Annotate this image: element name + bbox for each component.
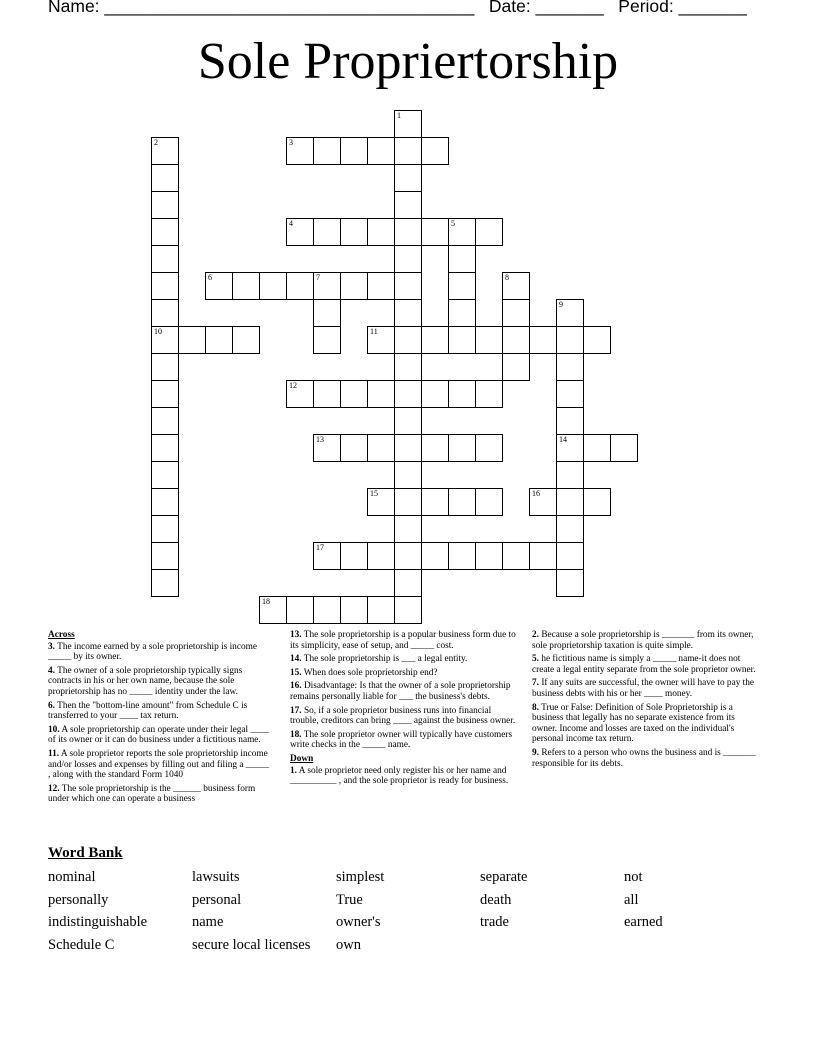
name-label: Name: [48, 0, 100, 16]
clue-down-9: 9. Refers to a person who owns the business and is _______ responsible for its debts. [532, 747, 756, 769]
crossword-cell[interactable] [448, 326, 476, 354]
word-bank-title: Word Bank [48, 845, 123, 861]
crossword-cell[interactable] [151, 461, 179, 489]
word-bank-item: lawsuits [192, 869, 240, 885]
crossword-cell[interactable] [151, 218, 179, 246]
crossword-cell[interactable] [313, 218, 341, 246]
word-bank-item: trade [480, 914, 509, 930]
crossword-cell[interactable] [448, 218, 476, 246]
period-blank[interactable]: _______ [678, 0, 747, 16]
crossword-cell[interactable] [151, 245, 179, 273]
crossword-cell[interactable] [367, 326, 395, 354]
crossword-cell[interactable] [421, 488, 449, 516]
cell-number: 8 [505, 273, 509, 282]
crossword-cell[interactable] [394, 137, 422, 165]
crossword-cell[interactable] [556, 407, 584, 435]
crossword-cell[interactable] [367, 488, 395, 516]
crossword-cell[interactable] [151, 326, 179, 354]
crossword-cell[interactable] [340, 380, 368, 408]
cell-number: 14 [559, 435, 567, 444]
word-bank-item: earned [624, 914, 663, 930]
across-heading: Across [48, 630, 75, 640]
crossword-cell[interactable] [394, 272, 422, 300]
crossword-cell[interactable] [583, 434, 611, 462]
crossword-cell[interactable] [448, 272, 476, 300]
crossword-cell[interactable] [151, 569, 179, 597]
crossword-cell[interactable] [151, 542, 179, 570]
crossword-cell[interactable] [151, 137, 179, 165]
cell-number: 7 [316, 273, 320, 282]
crossword-cell[interactable] [556, 488, 584, 516]
cell-number: 3 [289, 138, 293, 147]
crossword-cell[interactable] [394, 299, 422, 327]
crossword-cell[interactable] [394, 326, 422, 354]
clue-down-7: 7. If any suits are successful, the owner will have to pay the business debts with his or her ____ money. [532, 678, 755, 699]
crossword-cell[interactable] [313, 380, 341, 408]
clue-across-10: 10. A sole proprietorship can operate under their legal ____ of its owner or it can do business under a fictitious name. [48, 724, 270, 746]
crossword-cell[interactable] [313, 326, 341, 354]
crossword-cell[interactable] [394, 569, 422, 597]
date-blank[interactable]: _______ [535, 0, 604, 16]
crossword-cell[interactable] [340, 434, 368, 462]
crossword-cell[interactable] [178, 326, 206, 354]
crossword-cell[interactable] [394, 353, 422, 381]
page-title: Sole Propriertorship [197, 33, 619, 90]
crossword-cell[interactable] [448, 299, 476, 327]
crossword-cell[interactable] [286, 380, 314, 408]
word-bank-item: Schedule C [48, 936, 115, 953]
down-heading: Down [290, 753, 314, 764]
clue-across-14: 14. The sole proprietorship is ___ a legal entity. [290, 654, 468, 665]
crossword-cell[interactable] [367, 596, 395, 624]
crossword-cell[interactable] [475, 434, 503, 462]
clue-across-4: 4. The owner of a sole proprietorship typically signs contracts in his or her own name, because the sole proprietorship has no _____ identity under the law. [48, 665, 243, 697]
crossword-cell[interactable] [394, 110, 422, 138]
crossword-cell[interactable] [421, 218, 449, 246]
crossword-cell[interactable] [556, 542, 584, 570]
crossword-cell[interactable] [394, 434, 422, 462]
crossword-cell[interactable] [151, 515, 179, 543]
crossword-cell[interactable] [421, 326, 449, 354]
crossword-cell[interactable] [394, 407, 422, 435]
word-bank-item: own [336, 936, 361, 953]
word-bank-item: True [336, 891, 363, 908]
crossword-cell[interactable] [151, 164, 179, 192]
clue-across-6: 6. Then the "bottom-line amount" from Schedule C is transferred to your ____ tax return. [48, 700, 248, 722]
word-bank [48, 868, 788, 954]
crossword-cell[interactable] [529, 488, 557, 516]
word-bank-item: name [192, 914, 224, 930]
clue-across-16: 16. Disadvantage: Is that the owner of a sole proprietorship remains personally liable for ___ the business's debts. [290, 681, 511, 702]
word-bank-item: separate [480, 869, 528, 885]
word-bank-item: nominal [48, 869, 96, 885]
crossword-cell[interactable] [556, 569, 584, 597]
crossword-cell[interactable] [475, 218, 503, 246]
crossword-cell[interactable] [367, 137, 395, 165]
crossword-cell[interactable] [610, 434, 638, 462]
crossword-cell[interactable] [313, 434, 341, 462]
crossword-cell[interactable] [475, 326, 503, 354]
crossword-cell[interactable] [367, 434, 395, 462]
crossword-cell[interactable] [367, 380, 395, 408]
crossword-cell[interactable] [151, 272, 179, 300]
crossword-cell[interactable] [502, 326, 530, 354]
crossword-cell[interactable] [151, 353, 179, 381]
clues-column-1 [48, 630, 270, 808]
crossword-cell[interactable] [313, 542, 341, 570]
clue-down-5: 5. he fictitious name is simply a _____ name-it does not create a legal entity separate from the sole proprietor owner. [532, 654, 756, 675]
crossword-cell[interactable] [205, 326, 233, 354]
clue-across-18: 18. The sole proprietor owner will typically have customers write checks in the _____ name. [290, 729, 513, 751]
crossword-cell[interactable] [367, 218, 395, 246]
crossword-cell[interactable] [448, 380, 476, 408]
crossword-cell[interactable] [394, 164, 422, 192]
crossword-cell[interactable] [583, 488, 611, 516]
cell-number: 13 [316, 435, 324, 444]
crossword-cell[interactable] [394, 461, 422, 489]
crossword-cell[interactable] [502, 299, 530, 327]
crossword-cell[interactable] [475, 488, 503, 516]
crossword-cell[interactable] [502, 272, 530, 300]
word-bank-item: death [480, 891, 512, 908]
crossword-cell[interactable] [313, 137, 341, 165]
crossword-cell[interactable] [151, 488, 179, 516]
cell-number: 10 [154, 327, 162, 336]
cell-number: 5 [451, 219, 455, 228]
crossword-cell[interactable] [502, 353, 530, 381]
crossword-cell[interactable] [340, 596, 368, 624]
crossword-cell[interactable] [394, 245, 422, 273]
crossword-cell[interactable] [475, 380, 503, 408]
crossword-cell[interactable] [259, 596, 287, 624]
crossword-cell[interactable] [556, 434, 584, 462]
crossword-cell[interactable] [286, 596, 314, 624]
crossword-cell[interactable] [421, 542, 449, 570]
crossword-cell[interactable] [286, 272, 314, 300]
clue-down-2: 2. Because a sole proprietorship is _______ from its owner, sole proprietorship taxation is quite simple. [532, 630, 754, 651]
clues-column-3 [532, 630, 762, 772]
word-bank-item: indistinguishable [48, 914, 148, 930]
crossword-cell[interactable] [232, 326, 260, 354]
crossword-cell[interactable] [529, 326, 557, 354]
crossword-cell[interactable] [394, 596, 422, 624]
word-bank-item: secure local licenses [192, 936, 311, 953]
crossword-cell[interactable] [313, 299, 341, 327]
period-label: Period: [618, 0, 674, 16]
clue-across-11: 11. A sole proprietor reports the sole proprietorship income and/or losses and expenses by filling out and filing a _____ , along with the standard Form 1040 [48, 748, 270, 781]
crossword-cell[interactable] [151, 434, 179, 462]
crossword-cell[interactable] [367, 542, 395, 570]
crossword-cell[interactable] [394, 515, 422, 543]
clue-across-12: 12. The sole proprietorship is the ______ business form under which one can operate a business [48, 783, 256, 805]
crossword-cell[interactable] [151, 407, 179, 435]
crossword-cell[interactable] [556, 299, 584, 327]
crossword-cell[interactable] [448, 542, 476, 570]
crossword-cell[interactable] [205, 272, 233, 300]
crossword-cell[interactable] [151, 299, 179, 327]
crossword-cell[interactable] [583, 326, 611, 354]
crossword-cell[interactable] [421, 434, 449, 462]
crossword-cell[interactable] [394, 191, 422, 219]
crossword-cell[interactable] [340, 542, 368, 570]
cell-number: 6 [208, 273, 212, 282]
crossword-cell[interactable] [259, 272, 287, 300]
date-label: Date: [488, 0, 531, 16]
crossword-cell[interactable] [448, 434, 476, 462]
crossword-cell[interactable] [394, 380, 422, 408]
crossword-cell[interactable] [286, 218, 314, 246]
crossword-cell[interactable] [502, 542, 530, 570]
cell-number: 16 [532, 489, 540, 498]
crossword-cell[interactable] [529, 542, 557, 570]
crossword-cell[interactable] [421, 137, 449, 165]
crossword-cell[interactable] [556, 461, 584, 489]
crossword-cell[interactable] [313, 272, 341, 300]
clue-across-15: 15. When does sole proprietorship end? [290, 667, 438, 678]
cell-number: 4 [289, 219, 293, 228]
crossword-cell[interactable] [151, 380, 179, 408]
cell-number: 17 [316, 543, 324, 552]
cell-number: 15 [370, 489, 378, 498]
crossword-cell[interactable] [475, 542, 503, 570]
crossword-cell[interactable] [556, 326, 584, 354]
cell-number: 18 [262, 597, 270, 606]
clues-column-2 [290, 630, 518, 790]
cell-number: 9 [559, 300, 563, 309]
crossword-cell[interactable] [286, 137, 314, 165]
crossword-cell[interactable] [448, 488, 476, 516]
clue-across-13: 13. The sole proprietorship is a popular business form due to its simplicity, ease of setup, and _____ cost. [290, 630, 516, 651]
crossword-cell[interactable] [340, 137, 368, 165]
crossword-cell[interactable] [232, 272, 260, 300]
crossword-cell[interactable] [448, 245, 476, 273]
crossword-cell[interactable] [556, 353, 584, 381]
word-bank-item: personal [192, 891, 242, 908]
word-bank-item: not [624, 869, 643, 885]
crossword-cell[interactable] [340, 272, 368, 300]
crossword-cell[interactable] [394, 542, 422, 570]
word-bank-item: owner's [336, 914, 381, 930]
cell-number: 11 [370, 327, 378, 336]
cell-number: 12 [289, 381, 297, 390]
name-blank[interactable]: ______________________________________ [104, 0, 475, 16]
crossword-cell[interactable] [313, 596, 341, 624]
crossword-cell[interactable] [556, 380, 584, 408]
word-bank-item: simplest [336, 869, 385, 885]
cell-number: 2 [154, 138, 158, 147]
word-bank-item: all [624, 891, 639, 908]
clue-across-17: 17. So, if a sole proprietor business runs into financial trouble, creditors can bring ____ against the business owner. [290, 705, 516, 727]
cell-number: 1 [397, 111, 401, 120]
crossword-cell[interactable] [556, 515, 584, 543]
crossword-cell[interactable] [394, 488, 422, 516]
crossword-cell[interactable] [340, 218, 368, 246]
clue-across-3: 3. The income earned by a sole proprietorship is income _____ by its owner. [48, 641, 257, 663]
crossword-cell[interactable] [151, 191, 179, 219]
clue-down-1: 1. A sole proprietor need only register his or her name and __________ , and the sole proprietor is ready for business. [290, 765, 509, 787]
crossword-cell[interactable] [367, 272, 395, 300]
word-bank-item: personally [48, 891, 109, 908]
crossword-cell[interactable] [394, 218, 422, 246]
crossword-cell[interactable] [421, 380, 449, 408]
clue-down-8: 8. True or False: Definition of Sole Proprietorship is a business that legally has no separate existence from its owner. Income and losses are taxed on the individual's personal income tax return. [532, 702, 735, 745]
